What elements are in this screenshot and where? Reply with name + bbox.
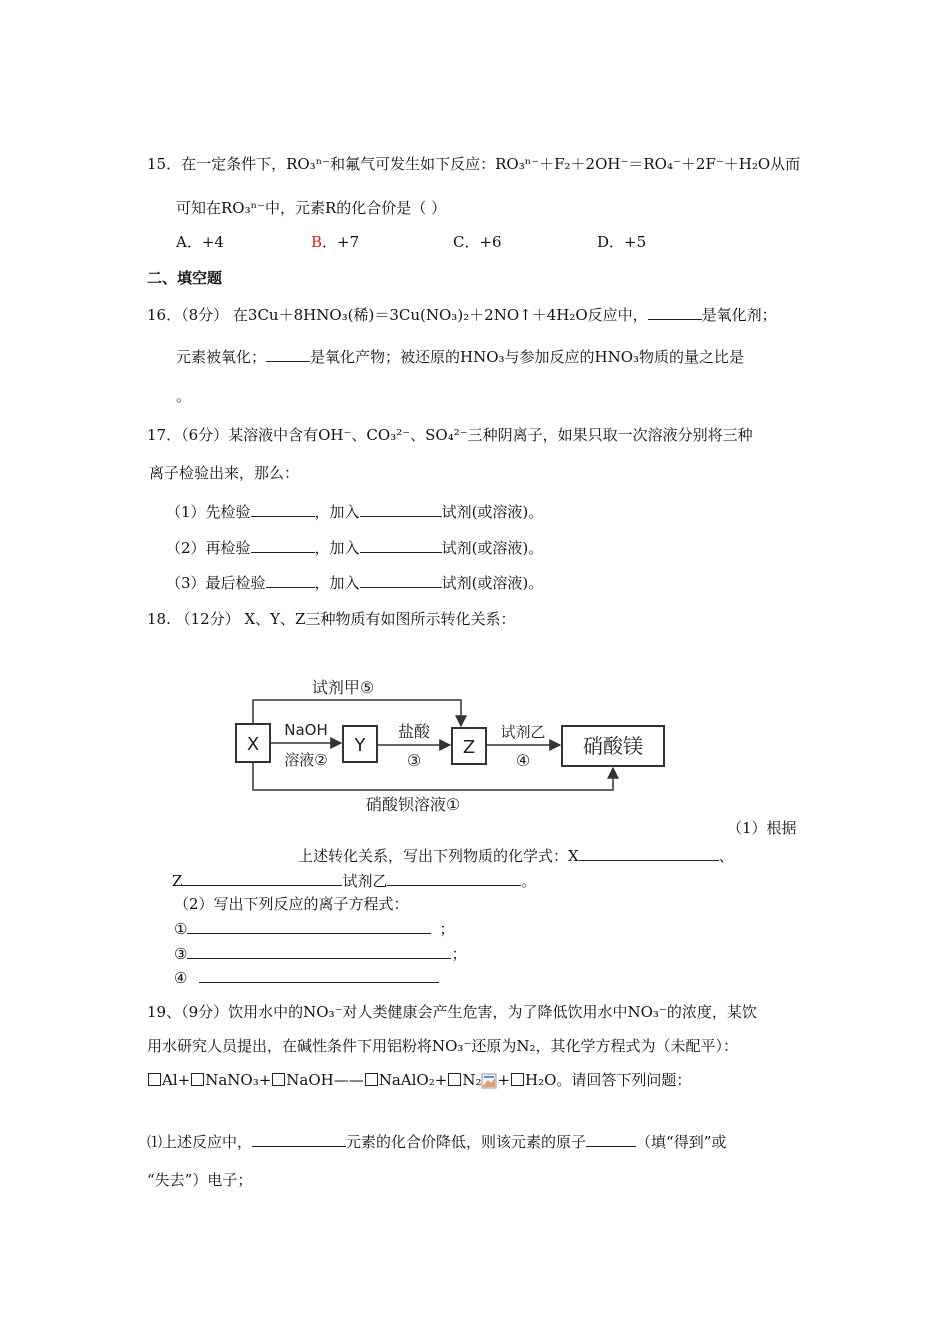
q16-blank-product[interactable]	[266, 346, 310, 362]
q18-eq4	[174, 967, 439, 988]
q16-line2-tail: 是氧化产物；被还原的HNO₃与参加反应的HNO₃物质的量之比是	[310, 348, 745, 366]
q18-part1-sep: 、	[718, 847, 734, 865]
q18-eq4-mark: ④	[174, 969, 188, 987]
coef-box-naalo2[interactable]	[365, 1073, 378, 1086]
q16-line1-text: 16．（8分） 在3Cu＋8HNO₃(稀)＝3Cu(NO₃)₂＋2NO↑＋4H₂O反应中，	[147, 306, 648, 324]
q17-step2-tail: 试剂(或溶液)。	[441, 539, 544, 557]
arrow-4-top: 试剂乙	[500, 723, 546, 741]
q17-step2-join: ，加入	[314, 539, 360, 557]
q15-option-b	[311, 232, 359, 252]
q15-option-b-value: ．+7	[322, 233, 360, 251]
q17-step1-tail: 试剂(或溶液)。	[441, 503, 544, 521]
q18-eq3-mark: ③	[174, 945, 188, 963]
q19-part1	[147, 1131, 726, 1152]
q18-blank-eq4[interactable]	[199, 967, 439, 983]
q17-blank-reagent2[interactable]	[360, 537, 442, 553]
q17-blank-ion2[interactable]	[251, 537, 315, 553]
q17-step3	[166, 572, 543, 593]
arrow-4-bottom: ④	[515, 751, 531, 770]
q17-step1-join: ，加入	[314, 503, 360, 521]
q17-blank-ion3[interactable]	[266, 572, 315, 588]
eq-naoh: NaOH——	[286, 1071, 364, 1089]
q16-line2	[176, 346, 744, 367]
q18-blank-eq1[interactable]	[187, 918, 431, 934]
q19-equation	[147, 1070, 691, 1090]
coef-box-nano3[interactable]	[191, 1073, 204, 1086]
q16-line2-text: 元素被氧化；	[176, 348, 267, 366]
label-x: X	[246, 734, 260, 755]
q18-blank-x[interactable]	[579, 845, 719, 861]
q15-option-a: A．+4	[176, 233, 224, 251]
q18-eq3	[174, 943, 466, 964]
q17-step1-label: （1）先检验	[166, 503, 251, 521]
eq-n2: N₂	[462, 1071, 482, 1089]
q16-line1	[147, 304, 777, 325]
q17-line1: 17．（6分）某溶液中含有OH⁻、CO₃²⁻、SO₄²⁻三种阴离子，如果只取一次溶液分别将三种	[147, 426, 753, 444]
arrow-3-top: 盐酸	[397, 722, 431, 741]
label-y: Y	[354, 735, 366, 756]
section-title: 二、填空题	[147, 269, 223, 287]
q17-blank-reagent3[interactable]	[360, 572, 442, 588]
q19-blank-element[interactable]	[252, 1131, 346, 1147]
q15-option-c: C．+6	[453, 233, 502, 251]
label-z: Z	[462, 737, 476, 758]
q18-eq1-mark: ①	[174, 920, 188, 938]
q17-blank-ion1[interactable]	[251, 501, 315, 517]
q18-part1-line2	[298, 845, 734, 866]
q18-part1-end: 。	[521, 872, 537, 890]
eq-h2o: H₂O。请回答下列问题：	[525, 1071, 692, 1089]
q17-step2-label: （2）再检验	[166, 539, 251, 557]
q18-eq1-end: ；	[439, 920, 455, 938]
q18-eq3-end: ；	[451, 945, 467, 963]
broken-image-icon	[481, 1073, 497, 1089]
arrow-2-top: NaOH	[284, 721, 328, 739]
q18-eq1	[174, 918, 454, 939]
q19-blank-gain-lose[interactable]	[586, 1131, 636, 1147]
q15-line2: 可知在RO₃ⁿ⁻中，元素R的化合价是（ ）	[176, 199, 447, 217]
q18-part1-prompt: 上述转化关系，写出下列物质的化学式：X	[298, 847, 579, 865]
q18-part1-line3	[172, 870, 536, 891]
q18-blank-reagent-b[interactable]	[387, 870, 521, 886]
arrow-2-bottom: 溶液②	[284, 751, 328, 769]
q16-blank-oxidant[interactable]	[648, 304, 702, 320]
q17-blank-reagent1[interactable]	[360, 501, 442, 517]
q18-blank-z[interactable]	[182, 870, 342, 886]
q18-part1-reagent-label: 试剂乙	[342, 872, 388, 890]
q19-part1-mid: 元素的化合价降低，则该元素的原子	[346, 1133, 587, 1151]
q15-line1: 15．在一定条件下，RO₃ⁿ⁻和氟气可发生如下反应：RO₃ⁿ⁻＋F₂＋2OH⁻＝RO₄⁻＋2F⁻＋H₂O从而	[147, 155, 801, 173]
q17-step3-join: ，加入	[314, 574, 360, 592]
arrow-5-label: 试剂甲⑤	[311, 678, 375, 697]
arrow-3-bottom: ③	[406, 751, 422, 770]
q16-line3: 。	[176, 387, 192, 405]
eq-al: Al+	[162, 1071, 191, 1089]
eq-plus: +	[497, 1071, 511, 1089]
q18-line1: 18. （12分） X、Y、Z三种物质有如图所示转化关系：	[147, 610, 516, 628]
q18-conversion-diagram	[228, 668, 668, 818]
q19-part1-tail: （填“得到”或	[636, 1133, 727, 1151]
q19-line1: 19、（9分）饮用水中的NO₃⁻对人类健康会产生危害，为了降低饮用水中NO₃⁻的浓度，某饮	[147, 1003, 757, 1021]
q18-part1-z-label: Z	[172, 872, 183, 890]
eq-nano3: NaNO₃+	[205, 1071, 272, 1089]
eq-naalo2: NaAlO₂+	[378, 1071, 448, 1089]
q17-step3-tail: 试剂(或溶液)。	[441, 574, 544, 592]
q16-line1-tail: 是氧化剂；	[701, 306, 777, 324]
q18-part1-head: （1）根据	[727, 819, 797, 837]
q17-step3-label: （3）最后检验	[166, 574, 266, 592]
q19-part1-line2: “失去”）电子；	[147, 1171, 253, 1189]
coef-box-al[interactable]	[148, 1073, 161, 1086]
label-product: 硝酸镁	[583, 734, 643, 758]
q17-line2: 离子检验出来，那么：	[149, 464, 300, 482]
q17-step2	[166, 537, 543, 558]
q19-line2: 用水研究人员提出，在碱性条件下用铝粉将NO₃⁻还原为N₂，其化学方程式为（未配平）：	[147, 1037, 738, 1055]
coef-box-h2o[interactable]	[511, 1073, 524, 1086]
q18-part2-head: （2）写出下列反应的离子方程式：	[174, 895, 409, 913]
coef-box-naoh[interactable]	[272, 1073, 285, 1086]
q18-blank-eq3[interactable]	[187, 943, 451, 959]
q15-option-b-letter: B	[311, 233, 323, 251]
q15-option-d: D．+5	[597, 233, 647, 251]
q19-part1-text: ⑴上述反应中，	[147, 1133, 253, 1151]
arrow-1-label: 硝酸钡溶液①	[365, 795, 461, 814]
coef-box-n2[interactable]	[448, 1073, 461, 1086]
q17-step1	[166, 501, 543, 522]
